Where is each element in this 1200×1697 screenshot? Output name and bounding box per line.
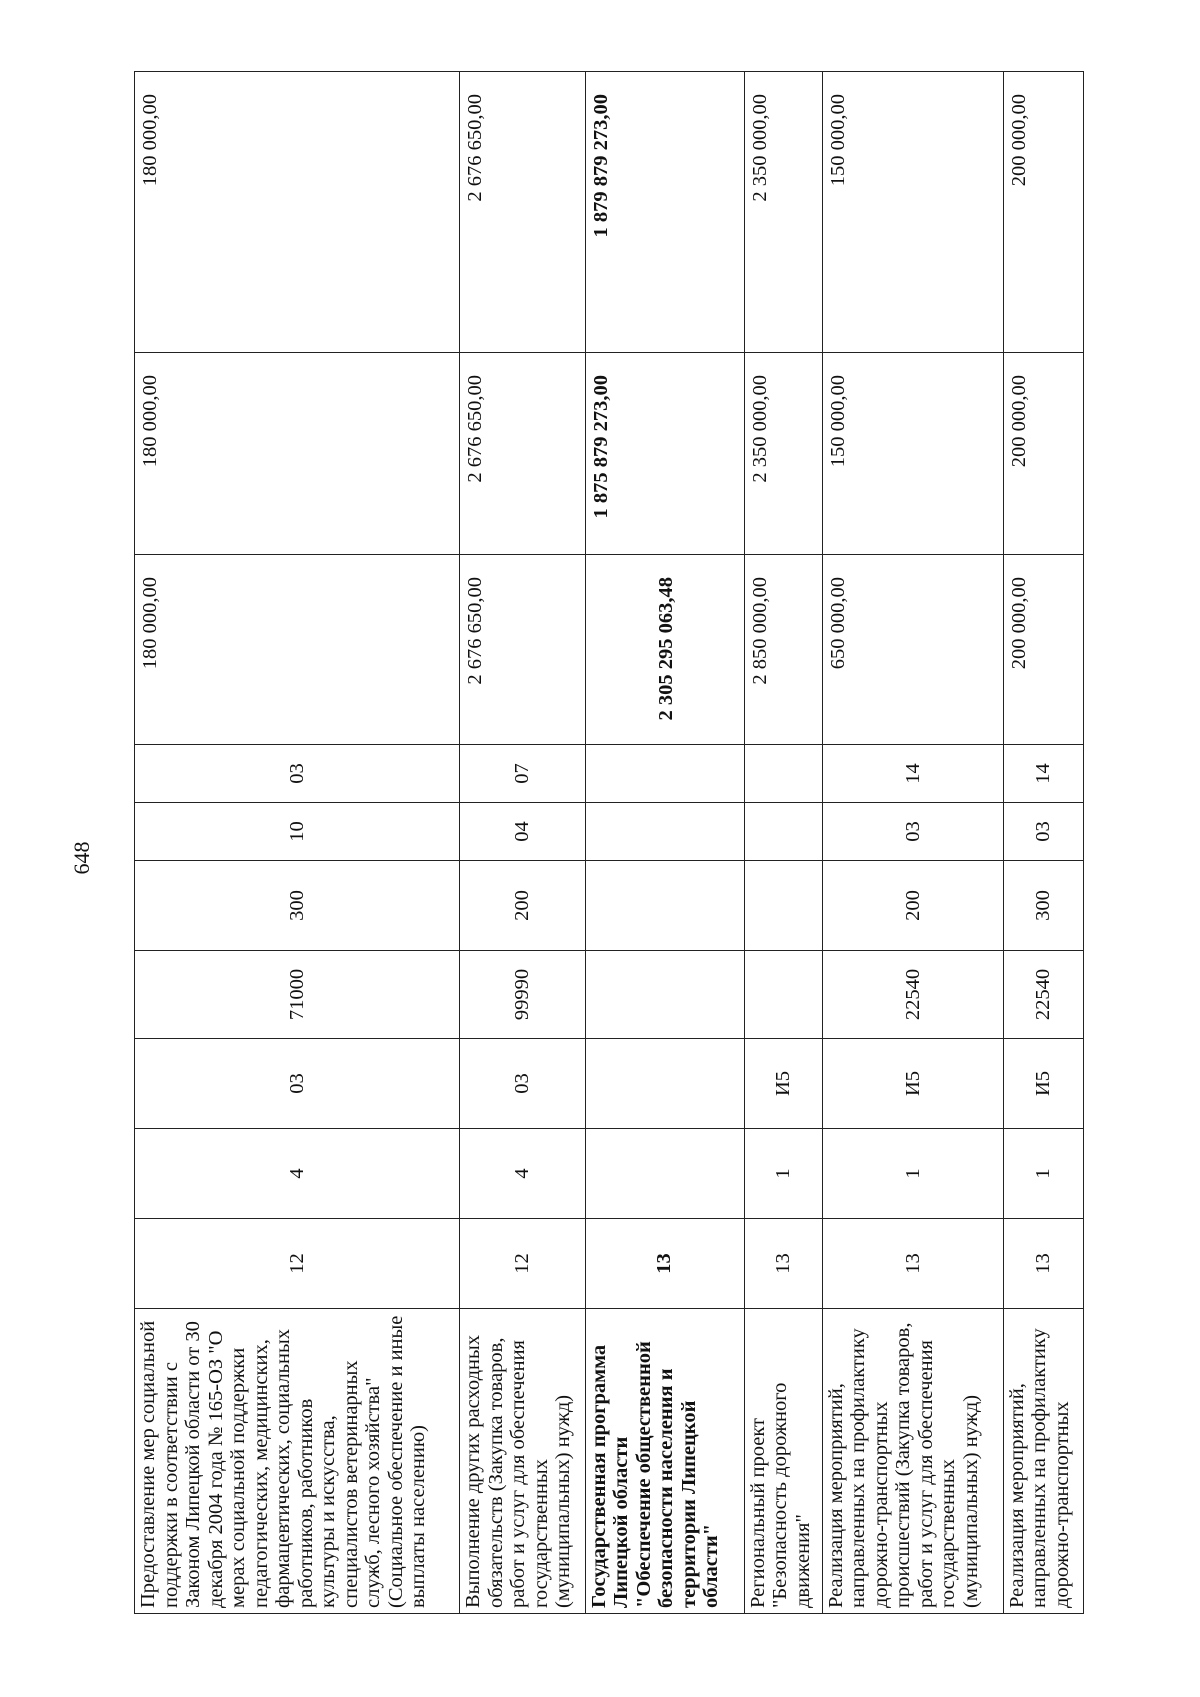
amount-cell: 2 350 000,00: [744, 353, 822, 555]
row-description: Реализация мероприятий, направленных на профилактику дорожно-транспортных: [1003, 1309, 1083, 1614]
code-cell: [744, 861, 822, 951]
amount-cell: 2 676 650,00: [460, 353, 585, 555]
code-cell: [585, 745, 744, 803]
code-cell: [744, 745, 822, 803]
code-cell: И5: [822, 1039, 1003, 1129]
row-description: Региональный проект "Безопасность дорожного движения": [744, 1309, 822, 1614]
code-cell: 22540: [1003, 951, 1083, 1039]
amount-cell: 150 000,00: [822, 72, 1003, 353]
code-cell: [585, 861, 744, 951]
amount-cell: 150 000,00: [822, 353, 1003, 555]
code-cell: [744, 951, 822, 1039]
code-cell: 300: [135, 861, 460, 951]
code-cell: 4: [460, 1129, 585, 1219]
code-cell: 1: [1003, 1129, 1083, 1219]
code-cell: 1: [744, 1129, 822, 1219]
row-description: Выполнение других расходных обязательств (Закупка товаров, работ и услуг для обеспечения государственных (муниципальных) нужд): [460, 1309, 585, 1614]
code-cell: [744, 803, 822, 861]
amount-cell: 2 350 000,00: [744, 72, 822, 353]
code-cell: 14: [822, 745, 1003, 803]
code-cell: 200: [460, 861, 585, 951]
code-cell: 07: [460, 745, 585, 803]
code-cell: 14: [1003, 745, 1083, 803]
budget-table: [134, 71, 1084, 1614]
amount-cell: 2 305 295 063,48: [585, 555, 744, 745]
code-cell: 200: [822, 861, 1003, 951]
amount-cell: 200 000,00: [1003, 72, 1083, 353]
amount-cell: 180 000,00: [135, 353, 460, 555]
code-cell: И5: [1003, 1039, 1083, 1129]
page-number: 648: [69, 841, 94, 875]
amount-cell: 2 676 650,00: [460, 555, 585, 745]
code-cell: [585, 803, 744, 861]
code-cell: 13: [1003, 1219, 1083, 1309]
code-cell: 300: [1003, 861, 1083, 951]
code-cell: 03: [1003, 803, 1083, 861]
code-cell: 13: [585, 1219, 744, 1309]
code-cell: 03: [135, 1039, 460, 1129]
amount-cell: 1 875 879 273,00: [585, 353, 744, 555]
row-description: Предоставление мер социальной поддержки в соответствии с Законом Липецкой области от 30 декабря 2004 года № 165-ОЗ "О мерах социальной поддержки педагогических, медицинских, фармацевтических, социальных работников, работников культуры и искусства, специалистов ветеринарных служб, лесного хозяйства" (Социальное обеспечение и иные выплаты населению): [135, 1309, 460, 1614]
amount-cell: 180 000,00: [135, 72, 460, 353]
code-cell: 03: [460, 1039, 585, 1129]
code-cell: [585, 951, 744, 1039]
code-cell: 99990: [460, 951, 585, 1039]
table-row: [822, 72, 1003, 1614]
amount-cell: 200 000,00: [1003, 353, 1083, 555]
table-row: [744, 72, 822, 1614]
code-cell: 22540: [822, 951, 1003, 1039]
row-description: Реализация мероприятий, направленных на профилактику дорожно-транспортных происшествий (Закупка товаров, работ и услуг для обеспечения государственных (муниципальных) нужд): [822, 1309, 1003, 1614]
code-cell: 04: [460, 803, 585, 861]
code-cell: 13: [822, 1219, 1003, 1309]
code-cell: 03: [135, 745, 460, 803]
table-row: [135, 72, 460, 1614]
code-cell: 12: [135, 1219, 460, 1309]
code-cell: [585, 1039, 744, 1129]
table-row: [460, 72, 585, 1614]
amount-cell: 2 676 650,00: [460, 72, 585, 353]
code-cell: 1: [822, 1129, 1003, 1219]
code-cell: 13: [744, 1219, 822, 1309]
row-description: Государственная программа Липецкой области "Обеспечение общественной безопасности населения и территории Липецкой области": [585, 1309, 744, 1614]
amount-cell: 1 879 879 273,00: [585, 72, 744, 353]
code-cell: И5: [744, 1039, 822, 1129]
amount-cell: 180 000,00: [135, 555, 460, 745]
code-cell: 4: [135, 1129, 460, 1219]
code-cell: 71000: [135, 951, 460, 1039]
code-cell: 12: [460, 1219, 585, 1309]
table-row: [585, 72, 744, 1614]
rotated-table-wrapper: [134, 72, 1084, 1614]
amount-cell: 2 850 000,00: [744, 555, 822, 745]
code-cell: 10: [135, 803, 460, 861]
code-cell: [585, 1129, 744, 1219]
amount-cell: 200 000,00: [1003, 555, 1083, 745]
code-cell: 03: [822, 803, 1003, 861]
table-row: [1003, 72, 1083, 1614]
amount-cell: 650 000,00: [822, 555, 1003, 745]
